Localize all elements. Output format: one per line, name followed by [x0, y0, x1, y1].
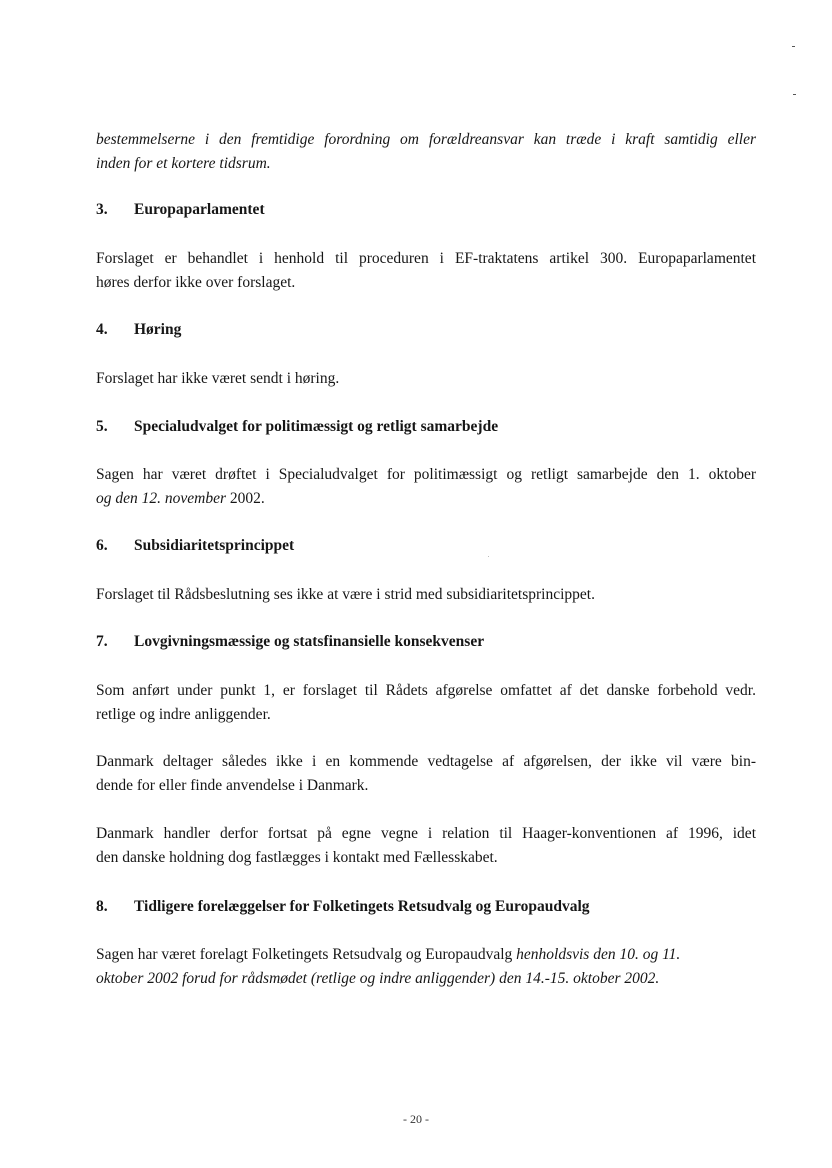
paragraph-line: Danmark handler derfor fortsat på egne vegne i relation til Haager-konventionen af 1996, idet: [96, 825, 756, 842]
section-title: Høring: [134, 321, 182, 338]
paragraph-line: dende for eller finde anvendelse i Danmark.: [96, 777, 369, 794]
paragraph-line: Som anført under punkt 1, er forslaget til Rådets afgørelse omfattet af det danske forbehold vedr.: [96, 682, 756, 699]
intro-paragraph: [96, 128, 756, 176]
section-3-paragraph: [96, 247, 756, 295]
section-title: Specialudvalget for politimæssigt og retligt samarbejde: [134, 418, 499, 435]
intro-line-1: bestemmelserne i den fremtidige forordning om forældreansvar kan træde i kraft samtidig eller: [96, 131, 756, 148]
paragraph-line: den danske holdning dog fastlægges i kontakt med Fællesskabet.: [96, 849, 498, 866]
paragraph-line: Forslaget til Rådsbeslutning ses ikke at være i strid med subsidiaritetsprincippet.: [96, 586, 595, 603]
section-4-paragraph: [96, 367, 756, 391]
section-heading-4: [96, 318, 181, 342]
section-title: Tidligere forelæggelser for Folketingets Retsudvalg og Europaudvalg: [134, 898, 590, 915]
scan-mark: [793, 94, 796, 95]
section-title: Lovgivningsmæssige og statsfinansielle konsekvenser: [134, 633, 485, 650]
scan-mark: [792, 46, 795, 47]
section-7-paragraph-1: [96, 679, 756, 727]
section-heading-3: [96, 198, 265, 222]
paragraph-line: Danmark deltager således ikke i en kommende vedtagelse af afgørelsen, der ikke vil være bin-: [96, 753, 756, 770]
section-8-paragraph: [96, 943, 756, 991]
paragraph-italic-text: henholdsvis den 10. og 11.: [516, 946, 681, 963]
paragraph-line: Forslaget er behandlet i henhold til proceduren i EF-traktatens artikel 300. Europaparlamentet: [96, 250, 756, 267]
section-number: 8.: [96, 898, 108, 915]
section-heading-6: [96, 534, 294, 558]
section-heading-7: [96, 630, 484, 654]
section-number: 5.: [96, 418, 108, 435]
section-6-paragraph: [96, 583, 756, 607]
paragraph-text: 2002.: [226, 490, 265, 507]
scan-dot: [488, 556, 489, 557]
section-heading-5: [96, 415, 498, 439]
paragraph-line: Forslaget har ikke været sendt i høring.: [96, 370, 340, 387]
paragraph-text: Sagen har været forelagt Folketingets Retsudvalg og Europaudvalg: [96, 946, 517, 963]
section-5-paragraph: [96, 463, 756, 511]
paragraph-line: høres derfor ikke over forslaget.: [96, 274, 296, 291]
section-number: 3.: [96, 201, 108, 218]
paragraph-italic-text: og den 12. november: [96, 490, 226, 507]
intro-line-2: inden for et kortere tidsrum.: [96, 155, 271, 172]
paragraph-line: Sagen har været drøftet i Specialudvalget for politimæssigt og retligt samarbejde den 1. oktober: [96, 466, 756, 483]
section-title: Europaparlamentet: [134, 201, 265, 218]
section-7-paragraph-2: [96, 750, 756, 798]
section-7-paragraph-3: [96, 822, 756, 870]
section-number: 7.: [96, 633, 108, 650]
paragraph-italic-line: oktober 2002 forud for rådsmødet (retlige og indre anliggender) den 14.-15. oktober 2002.: [96, 970, 660, 987]
section-number: 6.: [96, 537, 108, 554]
section-heading-8: [96, 895, 590, 919]
section-title: Subsidiaritetsprincippet: [134, 537, 295, 554]
section-number: 4.: [96, 321, 108, 338]
page-number: - 20 -: [403, 1112, 429, 1126]
paragraph-line: retlige og indre anliggender.: [96, 706, 271, 723]
